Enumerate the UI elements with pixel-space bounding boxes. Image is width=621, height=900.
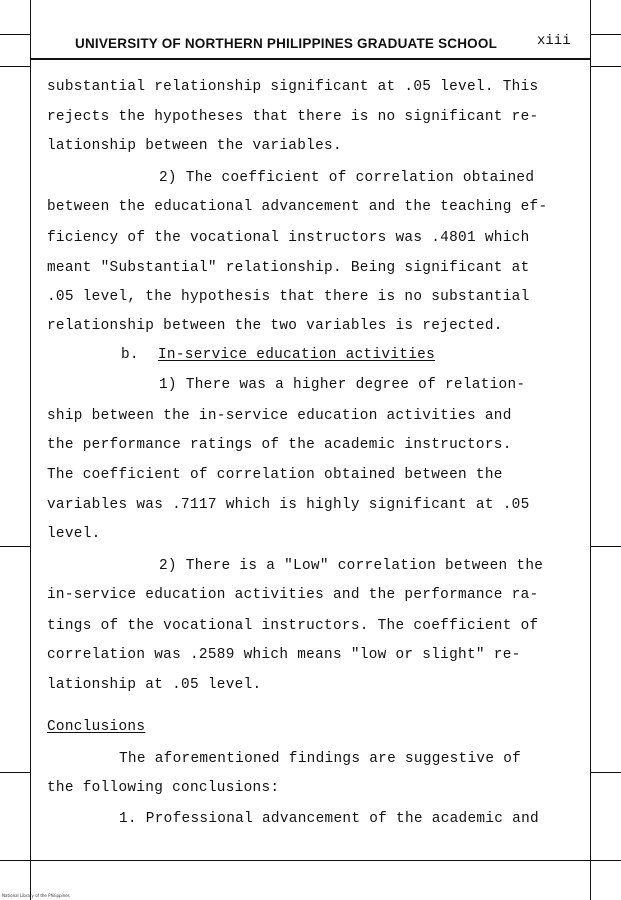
body-line: correlation was .2589 which means "low or slight" re- bbox=[47, 647, 521, 663]
body-line: 1. Professional advancement of the academic and bbox=[119, 811, 539, 827]
body-line: ship between the in-service education activities and bbox=[47, 408, 512, 424]
body-line: in-service education activities and the performance ra- bbox=[47, 587, 539, 603]
left-margin-tick-mid bbox=[0, 546, 30, 547]
left-border bbox=[30, 0, 31, 900]
body-line: lationship between the variables. bbox=[47, 138, 342, 154]
right-border bbox=[590, 0, 591, 900]
header-rule-right bbox=[590, 34, 621, 35]
body-line: the following conclusions: bbox=[47, 780, 280, 796]
body-line: The aforementioned findings are suggestive of bbox=[119, 751, 522, 767]
body-line: 2) There is a "Low" correlation between the bbox=[159, 558, 544, 574]
page-header-title: UNIVERSITY OF NORTHERN PHILIPPINES GRADUATE SCHOOL bbox=[75, 36, 498, 51]
body-line: level. bbox=[47, 526, 101, 542]
body-line: The coefficient of correlation obtained between the bbox=[47, 467, 503, 483]
body-line: the performance ratings of the academic instructors. bbox=[47, 437, 512, 453]
section-letter: b. bbox=[121, 347, 139, 363]
left-margin-tick-top bbox=[0, 66, 30, 67]
page-number: xiii bbox=[537, 33, 571, 49]
section-heading: In-service education activities bbox=[158, 347, 436, 363]
body-line: tings of the vocational instructors. The coefficient of bbox=[47, 618, 539, 634]
body-line: ficiency of the vocational instructors was .4801 which bbox=[47, 230, 530, 246]
body-line: relationship between the two variables is rejected. bbox=[47, 318, 503, 334]
right-margin-tick-top bbox=[590, 66, 621, 67]
body-line: rejects the hypotheses that there is no significant re- bbox=[47, 109, 539, 125]
right-margin-tick-mid bbox=[590, 546, 621, 547]
body-line: substantial relationship significant at .05 level. This bbox=[47, 79, 539, 95]
header-rule-top bbox=[30, 58, 590, 60]
body-line: lationship at .05 level. bbox=[47, 677, 262, 693]
body-line: 1) There was a higher degree of relation- bbox=[159, 377, 526, 393]
body-line: meant "Substantial" relationship. Being significant at bbox=[47, 260, 530, 276]
header-rule-left bbox=[0, 34, 30, 35]
conclusions-heading: Conclusions bbox=[47, 719, 146, 735]
footer-rule bbox=[0, 860, 621, 861]
body-line: 2) The coefficient of correlation obtained bbox=[159, 170, 535, 186]
left-margin-tick-low bbox=[0, 772, 30, 773]
body-line: between the educational advancement and the teaching ef- bbox=[47, 199, 548, 215]
footer-source: National Library of the Philippines bbox=[2, 893, 70, 898]
right-margin-tick-low bbox=[590, 772, 621, 773]
body-line: variables was .7117 which is highly significant at .05 bbox=[47, 497, 530, 513]
body-line: .05 level, the hypothesis that there is no substantial bbox=[47, 289, 530, 305]
